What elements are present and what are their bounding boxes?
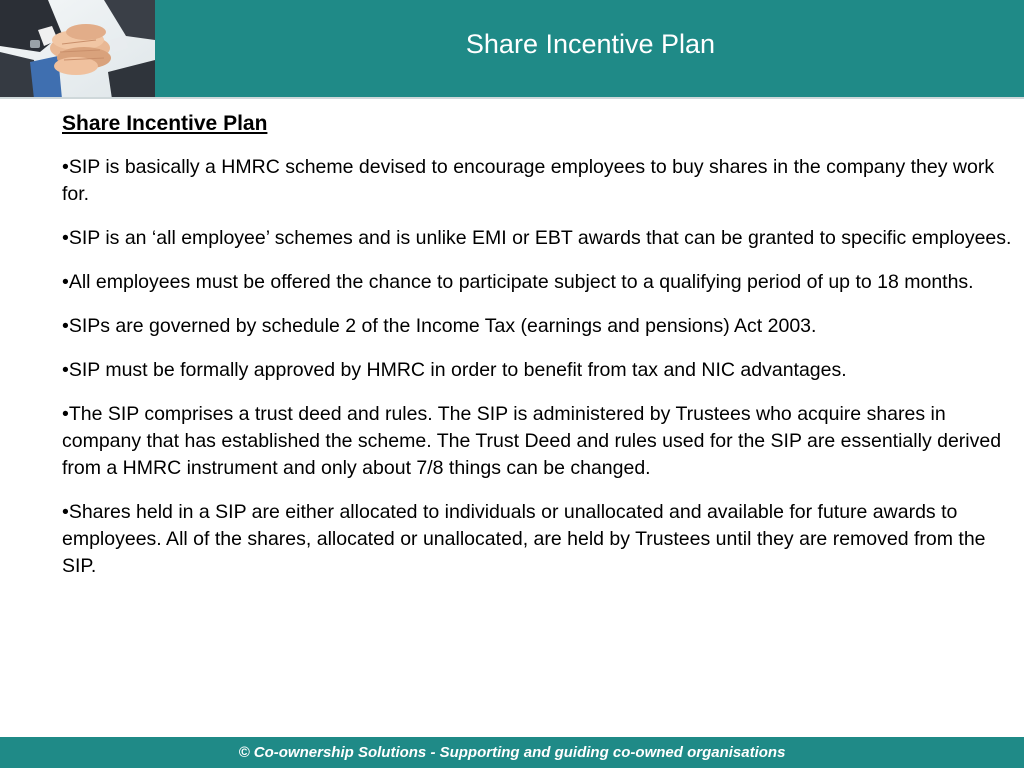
bullet-point: •SIP is an ‘all employee’ schemes and is unlike EMI or EBT awards that can be granted to specific employees. [62, 227, 1012, 249]
slide-content [62, 110, 1012, 597]
slide-title: Share Incentive Plan [465, 28, 716, 59]
section-heading: Share Incentive Plan [62, 112, 268, 135]
bullet-point: •The SIP comprises a trust deed and rules. The SIP is administered by Trustees who acquire shares in company that has established the scheme. The Trust Deed and rules used for the SIP are essentially derived from a HMRC instrument and only about 7/8 things can be changed. [62, 403, 1002, 479]
bullet-point: •SIP must be formally approved by HMRC in order to benefit from tax and NIC advantages. [62, 359, 847, 381]
footer-copyright: © Co-ownership Solutions - Supporting and guiding co-owned organisations [238, 744, 786, 761]
bullet-point: •Shares held in a SIP are either allocated to individuals or unallocated and available for future awards to employees. All of the shares, allocated or unallocated, are held by Trustees until they are removed from the SIP. [62, 501, 986, 577]
footer-band [0, 737, 1024, 768]
bullet-point: •SIP is basically a HMRC scheme devised to encourage employees to buy shares in the company they work for. [62, 156, 995, 205]
bullet-point: •SIPs are governed by schedule 2 of the Income Tax (earnings and pensions) Act 2003. [62, 315, 817, 337]
stacked-hands-photo [0, 0, 155, 99]
bullet-point: •All employees must be offered the chance to participate subject to a qualifying period of up to 18 months. [62, 271, 974, 293]
header-divider [0, 97, 1024, 99]
